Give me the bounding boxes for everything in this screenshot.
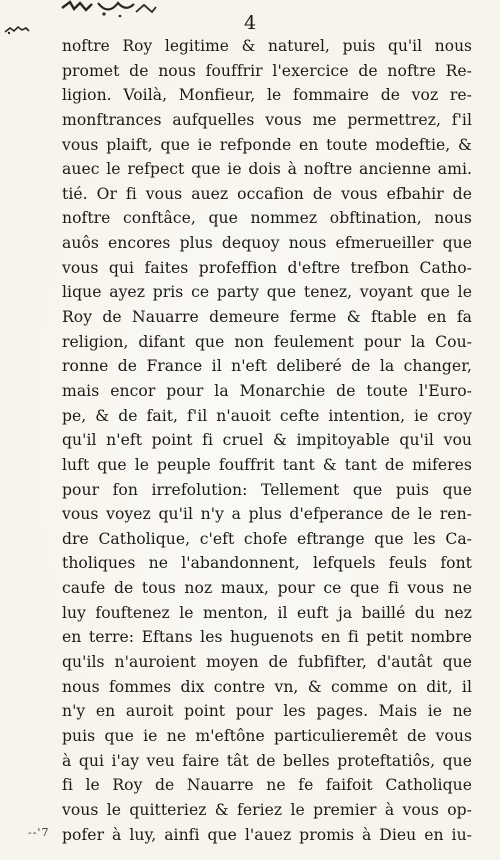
text-line: qu'il n'eft point fi cruel & impitoyable qu'il vou: [62, 431, 472, 450]
text-line: pofer à luy, ainfi que l'auez promis à Dieu en iu-: [62, 825, 472, 844]
text-line: noftre conftâce, que nommez obftination, nous: [62, 209, 472, 228]
text-line: mais encor pour la Monarchie de toute l'Euro-: [62, 381, 472, 400]
text-line: religion, difant que non feulement pour la Cou-: [62, 332, 472, 351]
text-line: vous plaift, que ie refponde en toute modeftie, &: [62, 135, 472, 154]
text-line: dre Catholique, c'eft chofe eftrange que les Ca-: [62, 529, 472, 548]
text-line: promet de nous fouffrir l'exercice de noftre Re-: [62, 61, 472, 80]
text-line: pour fon irrefolution: Tellement que puis que: [62, 480, 472, 499]
text-line: vous le quitteriez & feriez le premier à vous op-: [62, 800, 472, 819]
footer-mark: --'7: [28, 826, 50, 839]
text-line: nous fommes dix contre vn, & comme on dit, il: [62, 677, 472, 696]
text-line: puis que ie ne m'eftône particulieremêt de vous: [62, 726, 472, 745]
text-line: tié. Or fi vous auez occafion de vous efbahir de: [62, 184, 472, 203]
text-line: lique ayez pris ce party que tenez, voyant que le: [62, 283, 472, 302]
text-line: à qui i'ay veu faire tât de belles proteftatiôs, que: [62, 751, 472, 770]
printer-ornament-top: [60, 0, 160, 22]
text-line: en terre: Eftans les huguenots en fi petit nombre: [62, 628, 472, 647]
text-line: ronne de France il n'eft deliberé de la changer,: [62, 357, 472, 376]
text-line: qu'ils n'auroient moyen de fubfifter, d'autât que: [62, 653, 472, 672]
text-line: auôs encores plus dequoy nous efmerueiller que: [62, 234, 472, 253]
text-line: ligion. Voilà, Monfieur, le fommaire de voz re-: [62, 86, 472, 105]
text-line: vous voyez qu'il n'y a plus d'efperance de le ren-: [62, 505, 472, 524]
text-line: luy fouftenez le menton, il euft ja baillé du nez: [62, 603, 472, 622]
text-line: n'y en auroit point pour les pages. Mais ie ne: [62, 702, 472, 721]
text-line: fi le Roy de Nauarre ne fe faifoit Catholique: [62, 776, 472, 795]
printer-ornament-left: [4, 24, 30, 36]
text-line: Roy de Nauarre demeure ferme & ftable en fa: [62, 308, 472, 327]
text-line: pe, & de fait, f'il n'auoit cefte intention, ie croy: [62, 406, 472, 425]
text-line: tholiques ne l'abandonnent, lefquels feuls font: [62, 554, 472, 573]
text-line: luft que le peuple fouffrit tant & tant de miferes: [62, 455, 472, 474]
page-number: 4: [244, 12, 257, 34]
text-line: vous qui faites profeffion d'eftre trefbon Catho-: [62, 258, 472, 277]
text-line: noftre Roy legitime & naturel, puis qu'il nous: [62, 37, 472, 55]
text-line: monftrances aufquelles vous me permettrez, f'il: [62, 110, 472, 129]
page-text-block: [62, 34, 472, 847]
text-line: auec le refpect que ie dois à noftre ancienne ami.: [62, 160, 472, 179]
text-line: caufe de tous noz maux, pour ce que fi vous ne: [62, 579, 472, 598]
